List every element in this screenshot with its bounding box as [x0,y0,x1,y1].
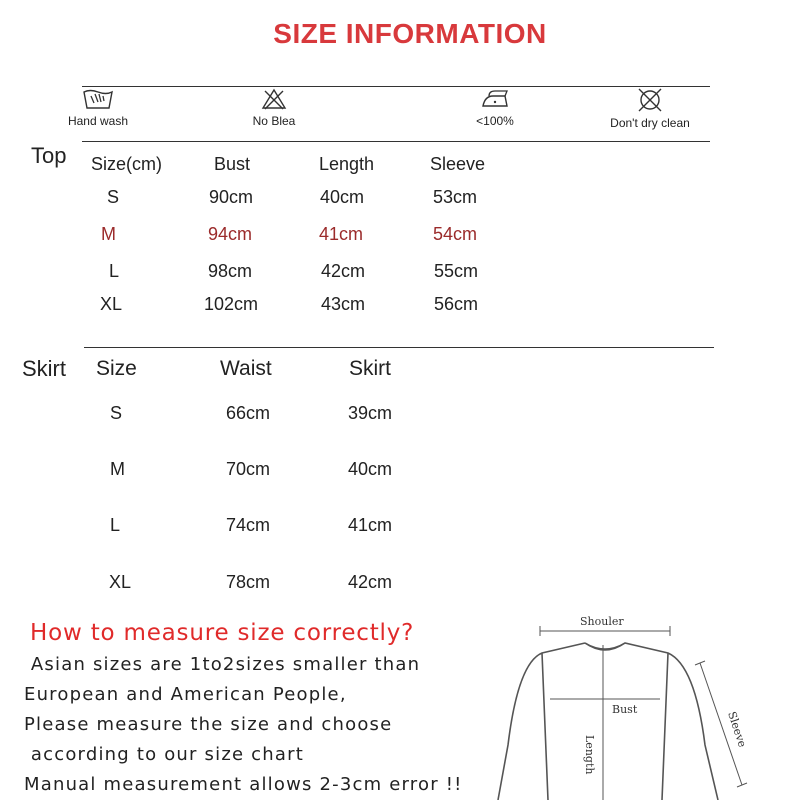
skirt-row-m-size: M [110,459,125,479]
skirt-header-waist: Waist [220,357,272,380]
care-iron [455,88,535,128]
top-row-xl-sleeve: 56cm [434,294,479,314]
care-hand-wash [58,88,138,128]
bust-label: Bust [612,703,638,716]
no-bleach-icon [261,88,287,110]
top-row-xl-bust: 102cm [204,294,259,314]
measure-line-4: according to our size chart [24,744,304,765]
top-row-l-size: L [109,261,120,281]
top-row-m-bust: 94cm [208,224,253,244]
sleeve-label: Sleeve [725,709,749,749]
skirt-row-xl-size: XL [109,572,132,592]
measure-line-2: European and American People, [24,684,347,705]
top-row-l-sleeve: 55cm [434,261,479,281]
care-no-dry-clean [600,88,700,130]
no-dry-clean-icon [637,88,663,112]
skirt-row-m-waist: 70cm [226,459,271,479]
top-row-m-size: M [101,224,116,244]
top-row-s-bust: 90cm [209,187,254,207]
top-row-s-length: 40cm [320,187,365,207]
measure-line-3: Please measure the size and choose [24,714,393,735]
iron-icon [479,88,511,110]
skirt-header-size: Size [96,357,137,380]
care-no-bleach [234,88,314,128]
top-row-xl-length: 43cm [321,294,366,314]
length-label: Length [583,735,596,775]
top-row-l-length: 42cm [321,261,366,281]
top-row-s-size: S [107,187,120,207]
top-header-bust: Bust [214,154,251,174]
skirt-row-l-size: L [110,515,121,535]
skirt-row-xl-skirt: 42cm [348,572,393,592]
measure-line-1: Asian sizes are 1to2sizes smaller than [24,654,421,675]
skirt-divider [84,347,714,348]
measure-heading: How to measure size correctly? [30,620,415,646]
skirt-row-s-waist: 66cm [226,403,271,423]
skirt-row-l-skirt: 41cm [348,515,393,535]
care-bottom-divider [82,141,710,142]
care-label-hand-wash: Hand wash [67,114,129,128]
skirt-header-skirt: Skirt [349,357,391,380]
top-row-l-bust: 98cm [208,261,253,281]
care-label-no-bleach: No Blea [252,114,296,128]
top-row-xl-size: XL [100,294,123,314]
top-row-m-length: 41cm [319,224,364,244]
skirt-row-s-size: S [110,403,123,423]
top-header-length: Length [319,154,375,174]
top-row-m-sleeve: 54cm [433,224,478,244]
hand-wash-icon [82,88,114,110]
care-top-divider [82,86,710,87]
skirt-row-xl-waist: 78cm [226,572,271,592]
skirt-row-m-skirt: 40cm [348,459,393,479]
care-label-no-dry-clean: Don't dry clean [610,116,690,130]
skirt-section-label: Skirt [22,356,66,381]
page-title: SIZE INFORMATION [273,18,547,49]
top-header-size: Size(cm) [91,154,162,174]
shirt-outline [498,643,718,800]
skirt-row-s-skirt: 39cm [348,403,393,423]
shoulder-label: Shouler [580,615,624,628]
top-section-label: Top [31,143,67,168]
measure-line-5: Manual measurement allows 2-3cm error !! [24,774,463,795]
garment-diagram [490,605,790,800]
top-header-sleeve: Sleeve [430,154,486,174]
top-row-s-sleeve: 53cm [433,187,478,207]
skirt-row-l-waist: 74cm [226,515,271,535]
care-label-iron: <100% [476,114,514,128]
